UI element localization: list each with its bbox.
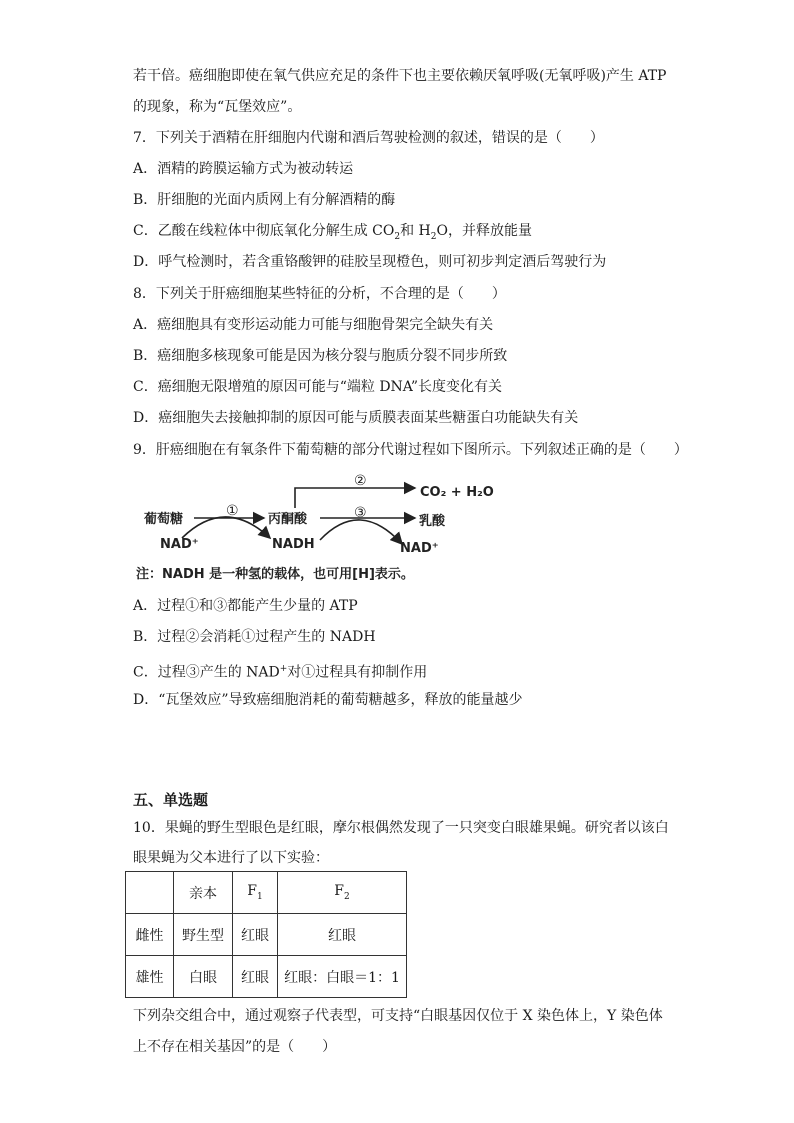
metabolism-diagram — [130, 468, 494, 588]
q10-after-1: 下列杂交组合中，通过观察子代表型，可支持“白眼基因仅位于 X 染色体上，Y 染色体 — [133, 1008, 663, 1024]
q10-stem-1: 10．果蝇的野生型眼色是红眼，摩尔根偶然发现了一只突变白眼雄果蝇。研究者以该白 — [133, 820, 669, 836]
table-row — [126, 914, 407, 956]
f2-subscript: 2 — [343, 891, 350, 902]
q7-stem: 7．下列关于酒精在肝细胞内代谢和酒后驾驶检测的叙述，错误的是（ ） — [133, 130, 604, 146]
label-nad-right: NAD⁺ — [400, 541, 439, 556]
label-co2-h2o: CO₂ + H₂O — [420, 485, 494, 500]
q8-option-a: A．癌细胞具有变形运动能力可能与细胞骨架完全缺失有关 — [133, 317, 494, 333]
intro-line-1: 若干倍。癌细胞即使在氧气供应充足的条件下也主要依赖厌氧呼吸(无氧呼吸)产生 ATP — [133, 68, 667, 84]
q7-option-b: B．肝细胞的光面内质网上有分解酒精的酶 — [133, 192, 396, 208]
table-cell: 红眼 — [278, 914, 407, 956]
q9-c-text-1: C．过程③产生的 NAD — [133, 664, 280, 681]
table-cell: 雌性 — [126, 914, 174, 956]
table-header-f1: $F_1$ — [233, 872, 278, 914]
q7-c-text-2: 和 H — [400, 223, 431, 239]
table-header-f2: $F_2$ — [278, 872, 407, 914]
q8-stem: 8．下列关于肝癌细胞某些特征的分析，不合理的是（ ） — [133, 286, 506, 302]
label-glucose: 葡萄糖 — [144, 512, 184, 527]
q7-c-text-3: O，并释放能量 — [436, 223, 532, 239]
table-header-cell: 亲本 — [174, 872, 233, 914]
table-cell: 红眼 — [233, 914, 278, 956]
q7-c-sub-1: 2 — [394, 231, 401, 242]
q10-after-2: 上不存在相关基因”的是（ ） — [133, 1039, 337, 1055]
cross-table — [125, 871, 407, 998]
q8-option-b: B．癌细胞多核现象可能是因为核分裂与胞质分裂不同步所致 — [133, 348, 508, 364]
table-row — [126, 956, 407, 998]
label-nad-left: NAD⁺ — [160, 537, 199, 552]
q7-c-text-1: C．乙酸在线粒体中彻底氧化分解生成 CO — [133, 223, 395, 239]
q7-option-c — [133, 221, 532, 247]
q9-option-c — [133, 659, 427, 683]
q8-option-d: D．癌细胞失去接触抑制的原因可能与质膜表面某些糖蛋白功能缺失有关 — [133, 410, 579, 426]
step-1-marker: ① — [226, 503, 239, 519]
table-cell: 红眼：白眼＝1：1 — [278, 956, 407, 998]
step-2-marker: ② — [354, 473, 367, 489]
q9-c-text-2: 对①过程具有抑制作用 — [287, 664, 428, 681]
f1-subscript: 1 — [256, 891, 263, 902]
q9-option-b: B．过程②会消耗①过程产生的 NADH — [133, 629, 376, 645]
table-header-row — [126, 872, 407, 914]
step-3-marker: ③ — [354, 505, 367, 521]
q7-c-sub-2: 2 — [430, 231, 437, 242]
table-cell: 雄性 — [126, 956, 174, 998]
section-title: 五、单选题 — [133, 791, 209, 809]
label-lactate: 乳酸 — [419, 514, 446, 529]
q9-c-sup: + — [279, 664, 288, 674]
table-cell: 红眼 — [233, 956, 278, 998]
arrow-nad-to-nadh — [182, 517, 270, 538]
intro-line-2: 的现象，称为“瓦堡效应”。 — [133, 99, 302, 115]
q9-option-d: D．“瓦堡效应”导致癌细胞消耗的葡萄糖越多，释放的能量越少 — [133, 692, 523, 708]
q8-option-c: C．癌细胞无限增殖的原因可能与“端粒 DNA”长度变化有关 — [133, 379, 503, 395]
q7-option-a: A．酒精的跨膜运输方式为被动转运 — [133, 161, 354, 177]
q9-stem: 9．肝癌细胞在有氧条件下葡萄糖的部分代谢过程如下图所示。下列叙述正确的是（ ） — [133, 442, 688, 458]
arrow-nadh-to-nad — [320, 520, 402, 544]
table-cell: 白眼 — [174, 956, 233, 998]
q9-option-a: A．过程①和③都能产生少量的 ATP — [133, 598, 358, 614]
label-pyruvate: 丙酮酸 — [268, 512, 308, 527]
q10-stem-2: 眼果蝇为父本进行了以下实验： — [133, 850, 329, 866]
table-header-cell — [126, 872, 174, 914]
label-nadh: NADH — [272, 537, 315, 552]
table-cell: 野生型 — [174, 914, 233, 956]
q7-option-d: D．呼气检测时，若含重铬酸钾的硅胶呈现橙色，则可初步判定酒后驾驶行为 — [133, 254, 607, 270]
diagram-note: 注：NADH 是一种氢的载体，也可用[H]表示。 — [136, 567, 414, 582]
